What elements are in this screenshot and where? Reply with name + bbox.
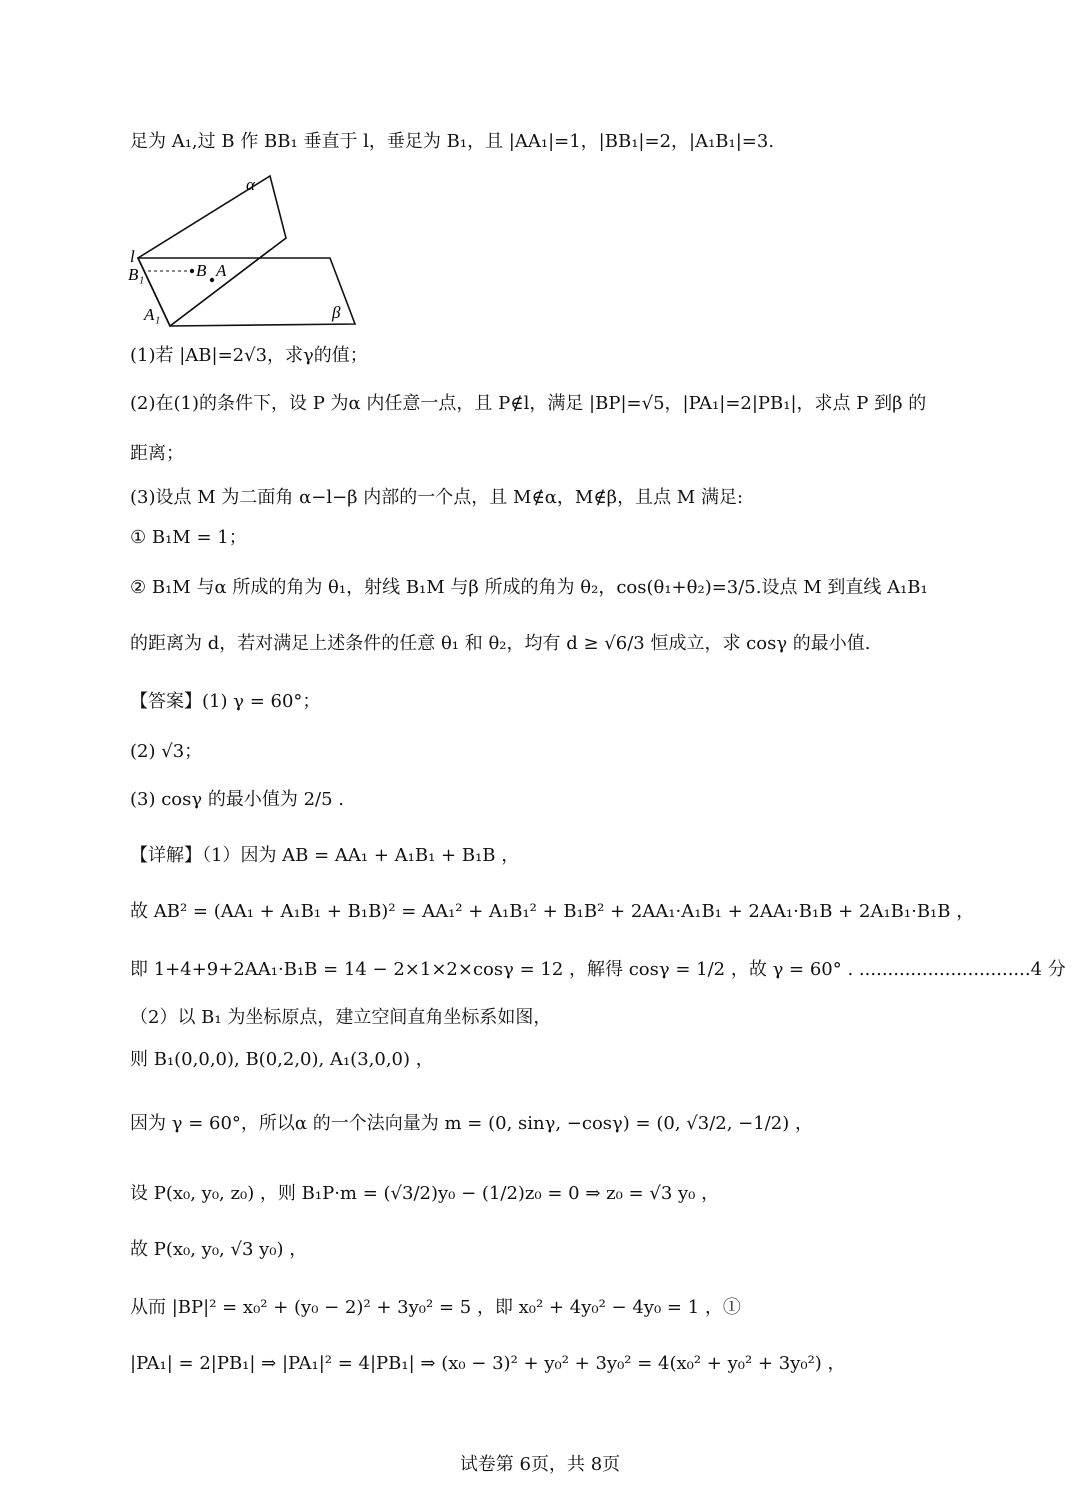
point-a: [210, 278, 214, 282]
detail-3: 即 1+4+9+2AA₁·B₁B = 14 − 2×1×2×cosγ = 12 ，解得 cosγ = 1/2 ，故 γ = 60° . ..............................4 分: [130, 959, 1066, 980]
detail-7: 设 P(x₀, y₀, z₀) ，则 B₁P·m = (√3/2)y₀ − (1/2)z₀ = 0 ⇒ z₀ = √3 y₀ ，: [130, 1183, 720, 1204]
detail-5: 则 B₁(0,0,0), B(0,2,0), A₁(3,0,0) ，: [130, 1049, 434, 1070]
detail-6: 因为 γ = 60°，所以α 的一个法向量为 m = (0, sinγ, −cosγ) = (0, √3/2, −1/2) ，: [130, 1113, 813, 1134]
label-b: B: [196, 261, 207, 280]
question-2: (2)在(1)的条件下，设 P 为α 内任意一点，且 P∉l，满足 |BP|=√5，|PA₁|=2|PB₁|，求点 P 到β 的: [130, 393, 927, 414]
page-footer: 试卷第 6页，共 8页: [459, 1454, 621, 1475]
detail-2: 故 AB² = (AA₁ + A₁B₁ + B₁B)² = AA₁² + A₁B₁² + B₁B² + 2AA₁·A₁B₁ + 2AA₁·B₁B + 2A₁B₁·B₁B ，: [130, 901, 975, 922]
label-b1: B₁: [128, 265, 145, 284]
detail-10: |PA₁| = 2|PB₁| ⇒ |PA₁|² = 4|PB₁| ⇒ (x₀ − 3)² + y₀² + 3y₀² = 4(x₀² + y₀² + 3y₀²) ，: [130, 1353, 846, 1374]
condition-2: ② B₁M 与α 所成的角为 θ₁，射线 B₁M 与β 所成的角为 θ₂，cos(θ₁+θ₂)=3/5.设点 M 到直线 A₁B₁: [130, 577, 928, 598]
detail-8: 故 P(x₀, y₀, √3 y₀) ，: [130, 1239, 308, 1260]
question-3: (3)设点 M 为二面角 α−l−β 内部的一个点，且 M∉α，M∉β，且点 M 满足:: [130, 487, 744, 508]
detail-9: 从而 |BP|² = x₀² + (y₀ − 2)² + 3y₀² = 5 ，即 x₀² + 4y₀² − 4y₀ = 1 ，①: [130, 1297, 741, 1318]
line-1: 足为 A₁,过 B 作 BB₁ 垂直于 l，垂足为 B₁，且 |AA₁|=1，|BB₁|=2，|A₁B₁|=3.: [130, 131, 775, 152]
dihedral-angle-figure: [120, 168, 380, 338]
label-alpha: α: [246, 175, 255, 194]
answer-1: 【答案】(1) γ = 60°；: [130, 691, 321, 712]
label-l: l: [130, 247, 135, 266]
detail-1: 【详解】（1）因为 AB = AA₁ + A₁B₁ + B₁B ，: [130, 845, 520, 866]
condition-1: ① B₁M = 1；: [130, 527, 247, 548]
point-b: [190, 269, 194, 273]
question-1: (1)若 |AB|=2√3，求γ的值；: [130, 345, 368, 366]
answer-3: (3) cosγ 的最小值为 2/5 .: [130, 789, 344, 810]
label-beta: β: [332, 303, 341, 322]
question-2-cont: 距离；: [130, 443, 184, 464]
answer-2: (2) √3；: [130, 741, 203, 762]
label-a1: A₁: [144, 305, 161, 324]
label-a: A: [216, 261, 227, 280]
condition-2-cont: 的距离为 d，若对满足上述条件的任意 θ₁ 和 θ₂，均有 d ≥ √6/3 恒成立，求 cosγ 的最小值.: [130, 633, 871, 654]
detail-4: （2）以 B₁ 为坐标原点，建立空间直角坐标系如图，: [130, 1007, 552, 1028]
